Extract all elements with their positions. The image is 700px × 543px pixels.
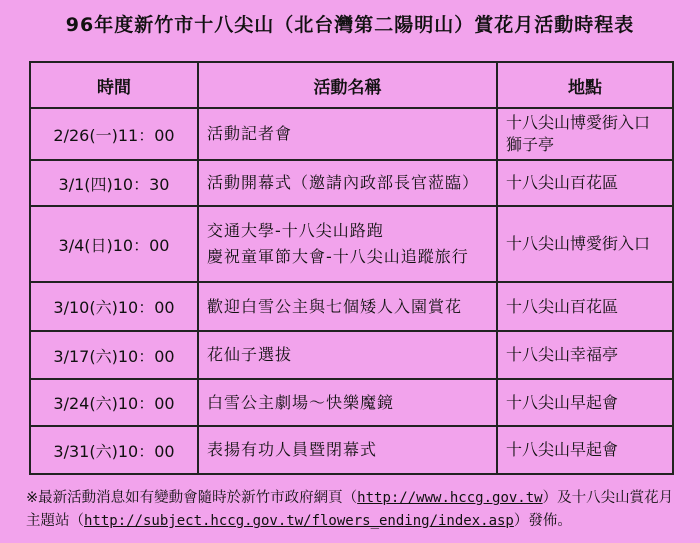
table-row	[30, 331, 673, 379]
activity-line: 白雪公主劇場～快樂魔鏡	[207, 392, 395, 412]
table-row	[30, 282, 673, 331]
cell-location: 十八尖山幸福亭	[497, 331, 673, 379]
flower-month-site-link[interactable]: http://subject.hccg.gov.tw/flowers_ending/index.asp	[84, 513, 514, 529]
cell-time: 3/4(日)10：00	[30, 206, 198, 282]
header-time: 時間	[30, 62, 198, 108]
cell-time: 2/26(一)11：00	[30, 108, 198, 160]
cell-location: 十八尖山博愛街入口獅子亭	[497, 108, 673, 160]
table-row	[30, 160, 673, 206]
cell-activity	[198, 206, 497, 282]
header-location: 地點	[497, 62, 673, 108]
header-activity: 活動名稱	[198, 62, 497, 108]
cell-time: 3/31(六)10：00	[30, 426, 198, 474]
activity-line: 表揚有功人員暨閉幕式	[207, 440, 378, 459]
activity-line: 慶祝童軍節大會-十八尖山追蹤旅行	[207, 247, 469, 266]
cell-time: 3/24(六)10：00	[30, 379, 198, 426]
table-row	[30, 426, 673, 474]
table-row	[30, 108, 673, 160]
activity-line: 歡迎白雪公主與七個矮人入園賞花	[207, 296, 463, 316]
footnote-text-2: ）及十八尖山賞花月主題站（	[26, 490, 674, 529]
schedule-table	[29, 61, 674, 475]
city-website-link[interactable]: http://www.hccg.gov.tw	[357, 490, 543, 506]
cell-activity	[198, 108, 497, 160]
cell-time: 3/10(六)10：00	[30, 282, 198, 331]
cell-location: 十八尖山百花區	[497, 160, 673, 206]
cell-time: 3/17(六)10：00	[30, 331, 198, 379]
footnote	[26, 487, 686, 533]
cell-location: 十八尖山百花區	[497, 282, 673, 331]
cell-activity	[198, 426, 497, 474]
schedule-body	[30, 108, 673, 474]
footnote-text-1: ※最新活動消息如有變動會隨時於新竹市政府網頁（	[26, 490, 358, 506]
activity-line: 交通大學-十八尖山路跑	[207, 221, 384, 240]
table-row	[30, 379, 673, 426]
cell-activity	[198, 282, 497, 331]
footnote-text-3: ）發佈。	[513, 513, 572, 529]
page-title: 96年度新竹市十八尖山（北台灣第二陽明山）賞花月活動時程表	[65, 14, 635, 36]
table-row	[30, 206, 673, 282]
activity-line: 花仙子選拔	[207, 345, 293, 364]
cell-activity	[198, 160, 497, 206]
cell-activity	[198, 379, 497, 426]
cell-location: 十八尖山博愛街入口	[497, 206, 673, 282]
table-header-row	[30, 62, 673, 108]
activity-line: 活動開幕式（邀請內政部長官蒞臨）	[207, 173, 480, 192]
cell-location: 十八尖山早起會	[497, 379, 673, 426]
cell-time: 3/1(四)10：30	[30, 160, 198, 206]
cell-activity	[198, 331, 497, 379]
activity-line: 活動記者會	[207, 124, 293, 143]
cell-location: 十八尖山早起會	[497, 426, 673, 474]
